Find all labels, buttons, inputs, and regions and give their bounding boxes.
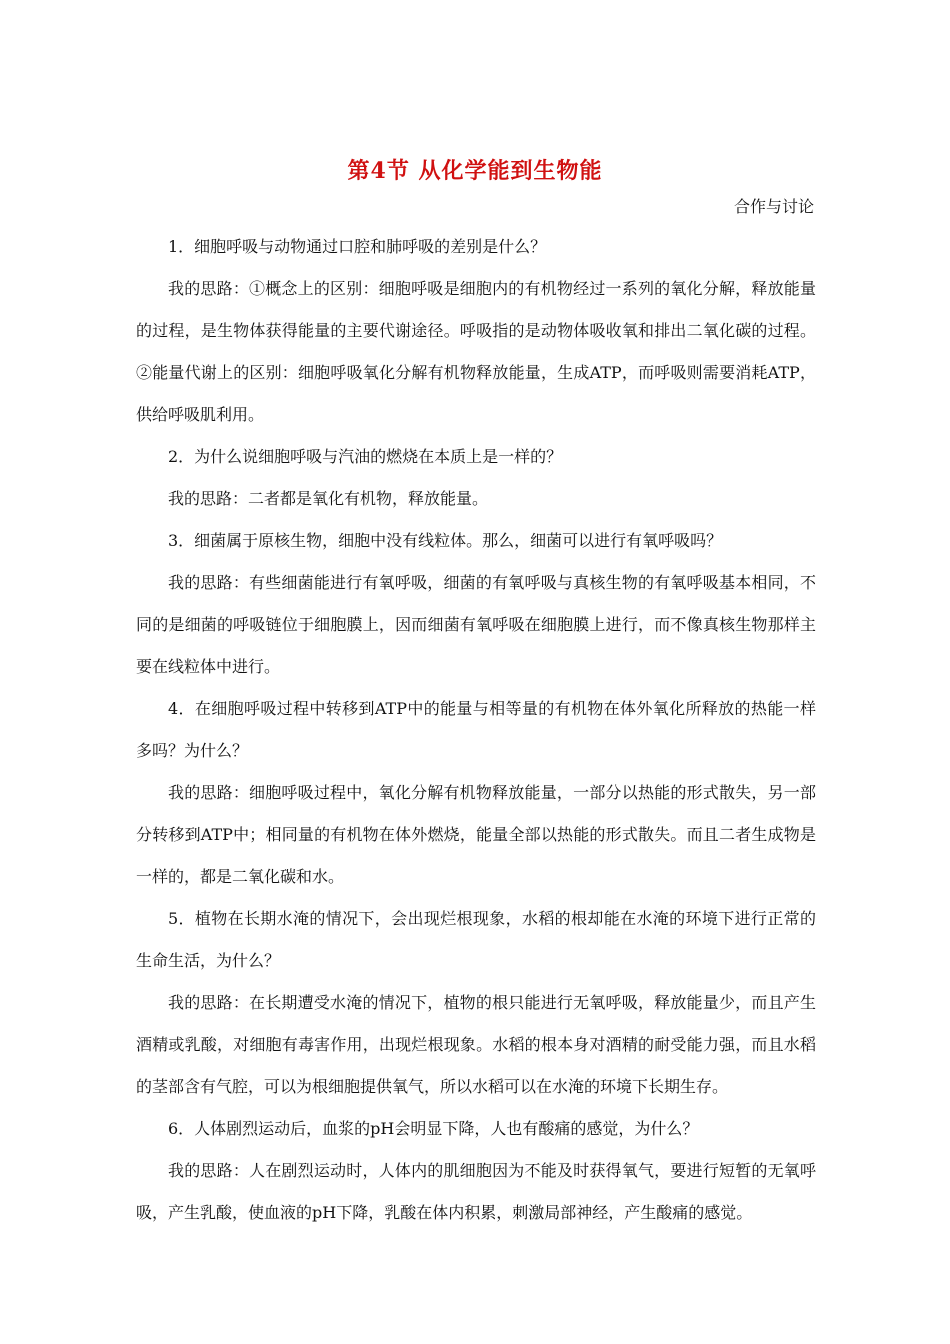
question-6: 6．人体剧烈运动后，血浆的pH会明显下降，人也有酸痛的感觉，为什么？	[168, 1119, 699, 1138]
question-5: 5．植物在长期水淹的情况下，会出现烂根现象，水稻的根却能在水淹的环境下进行正常的生命生活，为什么？	[136, 909, 816, 970]
page-title: 第4节 从化学能到生物能	[347, 158, 603, 184]
answer-6: 我的思路：人在剧烈运动时，人体内的肌细胞因为不能及时获得氧气，要进行短暂的无氧呼吸，产生乳酸，使血液的pH下降，乳酸在体内积累，刺激局部神经，产生酸痛的感觉。	[136, 1161, 816, 1222]
answer-1: 我的思路：①概念上的区别：细胞呼吸是细胞内的有机物经过一系列的氧化分解，释放能量的过程，是生物体获得能量的主要代谢途径。呼吸指的是动物体吸收氧和排出二氧化碳的过程。②能量代谢上的区别：细胞呼吸氧化分解有机物释放能量，生成ATP，而呼吸则需要消耗ATP，供给呼吸肌利用。	[136, 279, 816, 424]
answer-4: 我的思路：细胞呼吸过程中，氧化分解有机物释放能量，一部分以热能的形式散失，另一部分转移到ATP中；相同量的有机物在体外燃烧，能量全部以热能的形式散失。而且二者生成物是一样的，都是二氧化碳和水。	[136, 783, 816, 886]
question-4: 4．在细胞呼吸过程中转移到ATP中的能量与相等量的有机物在体外氧化所释放的热能一样多吗？为什么？	[136, 699, 816, 760]
question-2: 2．为什么说细胞呼吸与汽油的燃烧在本质上是一样的？	[168, 447, 563, 466]
document-body	[136, 226, 816, 1234]
question-3: 3．细菌属于原核生物，细胞中没有线粒体。那么，细菌可以进行有氧呼吸吗？	[168, 531, 723, 550]
answer-2: 我的思路：二者都是氧化有机物，释放能量。	[168, 489, 489, 508]
answer-3: 我的思路：有些细菌能进行有氧呼吸，细菌的有氧呼吸与真核生物的有氧呼吸基本相同，不同的是细菌的呼吸链位于细胞膜上，因而细菌有氧呼吸在细胞膜上进行，而不像真核生物那样主要在线粒体中进行。	[136, 573, 816, 676]
answer-5: 我的思路：在长期遭受水淹的情况下，植物的根只能进行无氧呼吸，释放能量少，而且产生酒精或乳酸，对细胞有毒害作用，出现烂根现象。水稻的根本身对酒精的耐受能力强，而且水稻的茎部含有气腔，可以为根细胞提供氧气，所以水稻可以在水淹的环境下长期生存。	[136, 993, 816, 1096]
section-label: 合作与讨论	[733, 197, 814, 216]
question-1: 1．细胞呼吸与动物通过口腔和肺呼吸的差别是什么？	[168, 237, 547, 256]
